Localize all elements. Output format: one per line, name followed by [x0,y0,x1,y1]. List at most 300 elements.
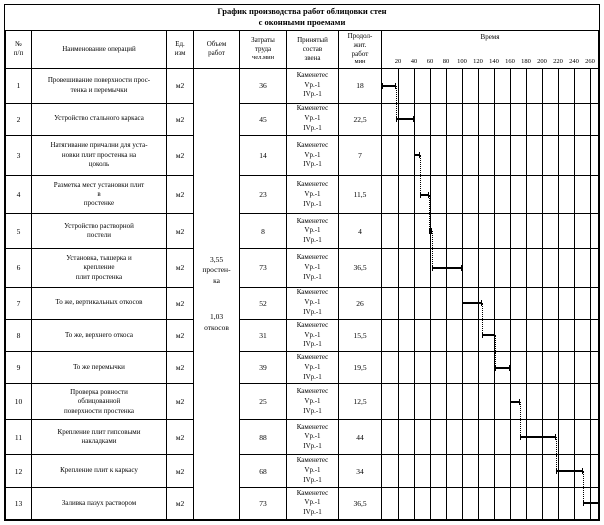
gantt-link-line [432,231,433,248]
time-gridline [558,104,559,135]
crew-line-3: IVр.-1 [303,308,322,317]
gantt-cell [382,455,599,487]
gantt-cell [382,352,599,384]
gantt-link-line [510,368,511,384]
header-no-line2: п/п [13,49,24,58]
operation-line-1: То же перемычки [73,362,125,371]
crew-line-2: Vр.-1 [304,432,321,441]
crew-line-1: Каменетес [296,288,329,297]
row-number: 2 [6,103,32,135]
time-gridline [574,214,575,248]
operation-name [32,319,167,351]
time-gridline [446,136,447,175]
header-time-label: Время [480,32,500,41]
time-gridline [510,176,511,213]
duration-cell: 19,5 [339,352,382,384]
volume-merged-cell [194,68,240,519]
labor-cell: 8 [240,214,287,249]
time-gridline [590,384,591,419]
time-gridline [462,176,463,213]
time-gridline [590,320,591,351]
gantt-link-line [556,455,557,471]
time-gridline [542,488,543,519]
time-gridline [494,176,495,213]
time-gridline [462,69,463,103]
operation-line-1: Провешивание поверхности прос- [47,76,151,85]
crew-line-2: Vр.-1 [304,80,321,89]
time-gridline [574,420,575,454]
header-labor-line1: Затраты [251,36,275,45]
time-gridline [414,488,415,519]
gantt-link-line [520,420,521,437]
time-tick-label: 180 [521,58,531,66]
time-gridline [558,320,559,351]
time-gridline [446,320,447,351]
unit-cell: м2 [167,352,194,384]
header-unit [167,30,194,68]
labor-cell: 73 [240,249,287,287]
time-gridline [478,214,479,248]
time-gridline [542,69,543,103]
operation-line-2: новки плит простенка на [61,150,137,159]
labor-cell: 36 [240,68,287,103]
operation-line-1: Проверка ровности [70,387,128,396]
time-gridline [494,249,495,286]
time-gridline [510,69,511,103]
volume-group-otkosov [204,312,229,333]
time-gridline [478,488,479,519]
crew-cell [287,249,339,287]
gantt-link-line [482,303,483,319]
crew-cell [287,455,339,487]
time-gridline [462,214,463,248]
header-crew [287,30,339,68]
operation-line-1: Крепление плит гипсовыми [57,427,141,436]
operation-line-1: Крепление плит к каркасу [60,466,138,475]
duration-cell: 36,5 [339,487,382,519]
time-gridline [542,136,543,175]
time-gridline [558,420,559,454]
crew-line-3: IVр.-1 [303,442,322,451]
gantt-link-line [414,136,415,156]
crew-line-3: IVр.-1 [303,372,322,381]
time-tick-label: 80 [442,58,450,66]
document-title [6,5,599,30]
gantt-link-line [462,288,463,304]
gantt-bar [495,367,511,369]
unit-cell: м2 [167,287,194,319]
crew-cell [287,287,339,319]
time-gridline [462,488,463,519]
gantt-bar [462,302,483,304]
time-gridline [542,288,543,319]
time-gridline [510,288,511,319]
labor-cell: 31 [240,319,287,351]
time-gridline [398,384,399,419]
time-gridline [478,420,479,454]
operation-line-1: Заливка пазух раствором [61,498,137,507]
volume-line-1: 3,55 [209,254,224,264]
time-tick-label: 120 [473,58,483,66]
time-gridline [494,104,495,135]
duration-cell: 22,5 [339,103,382,135]
crew-line-2: Vр.-1 [304,498,321,507]
time-gridline [494,488,495,519]
gantt-cell [382,287,599,319]
time-gridline [590,136,591,175]
time-gridline [558,488,559,519]
time-gridline [574,352,575,383]
labor-cell: 25 [240,384,287,420]
time-gridline [558,176,559,213]
crew-line-3: IVр.-1 [303,160,322,169]
crew-line-2: Vр.-1 [304,466,321,475]
time-gridline [462,136,463,175]
operation-name [32,214,167,249]
duration-cell: 34 [339,455,382,487]
time-gridline [398,176,399,213]
time-gridline [590,420,591,454]
operation-line-2: тенка и перемычки [70,85,128,94]
row-number: 3 [6,135,32,175]
gantt-cell [382,249,599,287]
time-gridline [558,352,559,383]
row-number: 9 [6,352,32,384]
operation-line-3: поверхности простенка [63,406,135,415]
gantt-link-line [414,119,415,135]
crew-line-2: Vр.-1 [304,362,321,371]
gantt-bar [556,470,583,472]
operation-line-1: Натягивание причални для уста- [50,141,148,150]
duration-cell: 18 [339,68,382,103]
time-gridline [510,136,511,175]
header-crew-line1: Принятый [297,36,328,45]
crew-line-3: IVр.-1 [303,475,322,484]
gantt-cell [382,135,599,175]
duration-cell: 26 [339,287,382,319]
crew-line-1: Каменетес [296,352,329,361]
crew-line-2: Vр.-1 [304,150,321,159]
row-number: 6 [6,249,32,287]
time-gridline [430,288,431,319]
header-duration [339,30,382,68]
labor-cell: 23 [240,176,287,214]
time-gridline [574,104,575,135]
crew-line-1: Каменетес [296,140,329,149]
time-gridline [494,420,495,454]
operation-line-2: постели [87,231,111,240]
time-gridline [398,455,399,486]
time-gridline [398,352,399,383]
labor-cell: 88 [240,420,287,455]
time-gridline [526,488,527,519]
time-gridline [478,384,479,419]
header-duration-line3: работ [351,49,369,58]
time-gridline [414,420,415,454]
crew-line-3: IVр.-1 [303,340,322,349]
time-tick-label: 200 [537,58,547,66]
gantt-link-line [396,104,397,120]
time-gridline [542,320,543,351]
header-duration-line4: мин [354,58,366,66]
gantt-bar [482,334,494,336]
time-gridline [574,320,575,351]
gantt-bar [382,85,396,87]
operation-name [32,352,167,384]
time-gridline [462,104,463,135]
time-gridline [414,320,415,351]
time-gridline [558,249,559,286]
time-gridline [478,104,479,135]
row-number: 5 [6,214,32,249]
time-gridline [558,136,559,175]
row-number: 8 [6,319,32,351]
unit-cell: м2 [167,68,194,103]
time-gridline [542,104,543,135]
operation-line-2: накладками [81,437,117,446]
gantt-bar [583,502,599,504]
time-gridline [526,288,527,319]
time-tick-label: 40 [410,58,418,66]
duration-cell: 15,5 [339,319,382,351]
operation-name [32,384,167,420]
volume-line-5: откосов [204,322,229,332]
header-unit-line2: изм [174,49,186,58]
header-volume-line1: Объем [206,40,227,49]
crew-line-1: Каменетес [296,422,329,431]
header-duration-line1: Продол- [347,32,373,41]
time-tick-label: 20 [394,58,402,66]
crew-line-2: Vр.-1 [304,263,321,272]
crew-line-3: IVр.-1 [303,272,322,281]
gantt-link-line [429,195,430,214]
unit-cell: м2 [167,176,194,214]
unit-cell: м2 [167,455,194,487]
duration-cell: 12,5 [339,384,382,420]
crew-line-1: Каменетес [296,216,329,225]
crew-line-2: Vр.-1 [304,396,321,405]
header-duration-line2: жит. [353,40,367,49]
unit-cell: м2 [167,420,194,455]
header-crew-line2: состав [302,44,323,53]
time-gridline [478,455,479,486]
gantt-link-line [510,384,511,402]
crew-line-1: Каменетес [296,253,329,262]
crew-line-2: Vр.-1 [304,189,321,198]
schedule-table [5,5,599,520]
duration-cell: 4 [339,214,382,249]
time-gridline [478,249,479,286]
operation-line-3: простенке [83,199,115,208]
header-labor-line3: чел.мин [251,53,275,61]
crew-line-3: IVр.-1 [303,236,322,245]
time-gridline [430,488,431,519]
crew-line-2: Vр.-1 [304,298,321,307]
crew-line-1: Каменетес [296,104,329,113]
gantt-cell [382,68,599,103]
time-gridline [574,136,575,175]
operation-line-1: Разметка мест установки плит [53,180,145,189]
crew-cell [287,319,339,351]
time-gridline [510,104,511,135]
unit-cell: м2 [167,103,194,135]
labor-cell: 73 [240,487,287,519]
time-gridline [590,214,591,248]
crew-cell [287,384,339,420]
time-gridline [446,455,447,486]
time-gridline [526,320,527,351]
time-gridline [414,249,415,286]
row-number: 11 [6,420,32,455]
title-line-2: с оконными проемами [258,17,346,28]
time-tick-label: 60 [426,58,434,66]
time-gridline [430,384,431,419]
time-gridline [462,384,463,419]
crew-cell [287,420,339,455]
time-gridline [478,69,479,103]
time-gridline [526,176,527,213]
gantt-bar [396,118,414,120]
time-gridline [558,69,559,103]
time-gridline [430,69,431,103]
crew-cell [287,103,339,135]
time-gridline [414,384,415,419]
time-gridline [430,104,431,135]
header-no [6,30,32,68]
time-gridline [542,352,543,383]
time-gridline [526,455,527,486]
time-gridline [478,176,479,213]
time-gridline [398,136,399,175]
header-volume [194,30,240,68]
gantt-link-line [482,320,483,336]
labor-cell: 45 [240,103,287,135]
gantt-link-line [462,268,463,287]
time-gridline [510,455,511,486]
gantt-link-line [495,352,496,368]
time-tick-label: 140 [489,58,499,66]
time-gridline [398,488,399,519]
time-tick-label: 160 [505,58,515,66]
operation-line-2: облицованной [77,397,121,406]
crew-cell [287,487,339,519]
time-tick-label: 220 [553,58,563,66]
time-gridline [526,249,527,286]
row-number: 1 [6,68,32,103]
time-gridline [462,352,463,383]
time-gridline [478,136,479,175]
operation-name [32,135,167,175]
time-gridline [526,384,527,419]
gantt-link-line [432,249,433,268]
header-volume-line2: работ [208,49,225,58]
time-gridline [510,249,511,286]
operation-line-1: Установка, тышерка и [66,253,132,262]
volume-line-3: ка [213,275,220,285]
operation-name [32,68,167,103]
gantt-cell [382,214,599,249]
time-gridline [446,69,447,103]
time-gridline [510,320,511,351]
time-gridline [446,420,447,454]
time-gridline [414,352,415,383]
time-gridline [414,455,415,486]
crew-line-1: Каменетес [296,387,329,396]
operation-line-1: То же, вертикальных откосов [55,298,143,307]
time-gridline [446,384,447,419]
time-gridline [462,420,463,454]
operation-name [32,487,167,519]
time-gridline [574,488,575,519]
time-gridline [414,214,415,248]
operation-line-1: Устройство стального каркаса [54,114,144,123]
gantt-link-line [420,155,421,175]
time-gridline [574,176,575,213]
time-gridline [478,320,479,351]
crew-line-2: Vр.-1 [304,226,321,235]
time-tick-label: 240 [569,58,579,66]
operation-line-1: То же, верхнего откоса [64,330,133,339]
operation-name [32,455,167,487]
time-gridline [414,288,415,319]
row-number: 10 [6,384,32,420]
time-gridline [430,455,431,486]
crew-line-3: IVр.-1 [303,199,322,208]
time-gridline [542,214,543,248]
gantt-cell [382,176,599,214]
title-line-1: График производства работ облицовки стен [217,6,387,17]
time-gridline [462,455,463,486]
time-gridline [430,352,431,383]
gantt-link-line [520,402,521,420]
crew-cell [287,68,339,103]
time-gridline [446,104,447,135]
time-gridline [398,320,399,351]
time-gridline [574,69,575,103]
crew-line-1: Каменетес [296,180,329,189]
operation-line-3: цоколь [88,160,110,169]
time-gridline [574,288,575,319]
crew-cell [287,135,339,175]
time-gridline [494,69,495,103]
time-gridline [590,176,591,213]
volume-line-4: 1,03 [209,312,224,321]
time-gridline [542,384,543,419]
unit-cell: м2 [167,214,194,249]
time-gridline [542,176,543,213]
time-tick-label: 100 [457,58,467,66]
crew-line-1: Каменетес [296,70,329,79]
operation-name [32,176,167,214]
row-number: 13 [6,487,32,519]
labor-cell: 52 [240,287,287,319]
unit-cell: м2 [167,135,194,175]
time-gridline [558,214,559,248]
gantt-link-line [556,437,557,454]
gantt-bar [432,267,461,269]
labor-cell: 68 [240,455,287,487]
crew-line-1: Каменетес [296,488,329,497]
header-operation: Наименование операций [32,30,167,68]
gantt-cell [382,103,599,135]
duration-cell: 7 [339,135,382,175]
operation-line-1: Устройство растворной [64,221,134,230]
time-gridline [398,420,399,454]
crew-line-3: IVр.-1 [303,406,322,415]
volume-group-prostenka [202,255,230,287]
crew-line-2: Vр.-1 [304,114,321,123]
time-gridline [494,136,495,175]
